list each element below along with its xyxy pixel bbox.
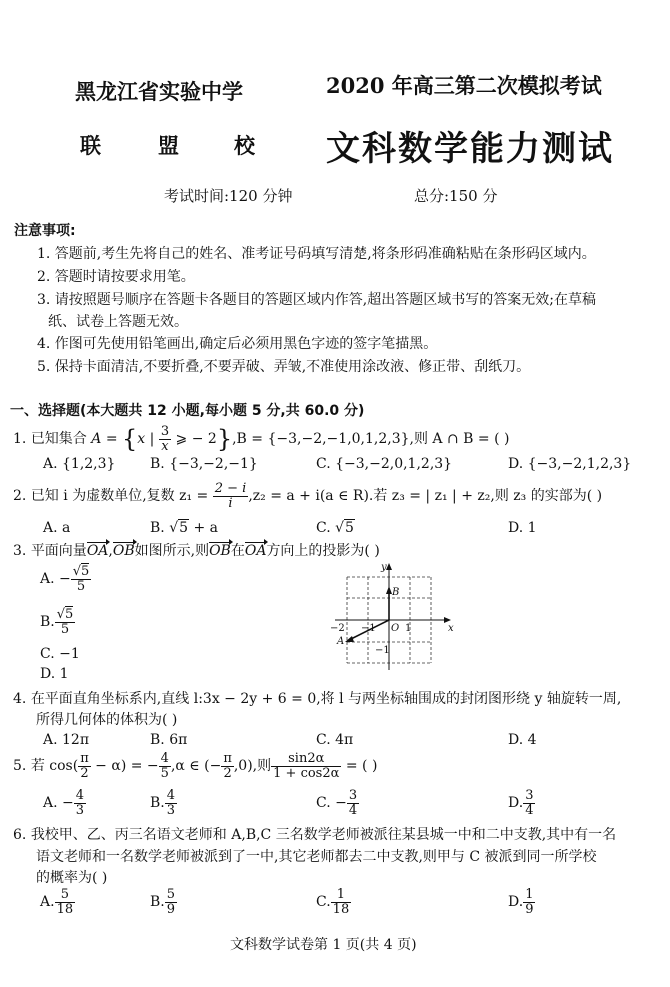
alliance-char-1: 联: [80, 133, 101, 158]
question-number: 2.: [13, 488, 27, 505]
question-text: 已知 i 为虚数单位,复数 z₁ =: [30, 488, 213, 505]
numerator: 4: [160, 751, 169, 766]
denominator: 9: [166, 901, 176, 917]
numerator: sin2α: [271, 752, 341, 767]
question-text: ,0),则: [233, 758, 272, 775]
option-label: D.: [508, 795, 524, 812]
point-label-b: B: [392, 587, 400, 598]
option-label: B.: [150, 894, 165, 911]
question-number: 6.: [13, 827, 27, 843]
question-text: 在平面直角坐标系内,直线 l:3x − 2y + 6 = 0,将 l 与两坐标轴围成的封闭图形绕 y 轴旋转一周,: [30, 691, 622, 707]
vector-graph: [325, 560, 460, 675]
vector-oa: OA: [244, 543, 267, 559]
numerator: 3: [160, 424, 170, 439]
option-b: [150, 789, 177, 817]
question-6-cont-2: 的概率为( ): [36, 870, 108, 886]
radicand: 5: [81, 564, 90, 579]
option-b: B. 6π: [150, 732, 188, 748]
tick-label: 1: [405, 623, 412, 634]
sqrt: √5: [335, 520, 354, 536]
tick-label: −2: [330, 623, 345, 634]
option-a: A. {1,2,3}: [43, 456, 116, 472]
numerator: 1: [525, 887, 534, 902]
option-d: D. 1: [40, 666, 69, 682]
option-label: B.: [150, 795, 165, 812]
denominator: 3: [166, 802, 176, 818]
fraction: [347, 789, 359, 817]
fraction: [74, 789, 86, 817]
notice-item-4: 4. 作图可先使用铅笔画出,确定后必须用黑色字迹的签字笔描黑。: [37, 336, 438, 352]
option-text: + a: [189, 520, 219, 536]
question-number: 3.: [13, 543, 27, 559]
radicand: 5: [65, 607, 74, 622]
axis-label-y: y: [381, 562, 387, 573]
question-text: ,α ∈ (−: [170, 758, 222, 775]
option-label: A. −: [40, 571, 71, 588]
question-text: − α) = −: [90, 758, 159, 775]
option-label: A. −: [43, 795, 74, 812]
notice-item-2: 2. 答题时请按要求用笔。: [37, 269, 195, 285]
numerator: 5: [55, 888, 76, 903]
question-6: [13, 824, 616, 844]
y-axis-arrow: [386, 563, 392, 570]
option-label: A.: [40, 894, 55, 911]
denominator: 5: [60, 621, 70, 637]
denominator: i: [228, 495, 233, 511]
question-text: 如图所示,则: [134, 543, 210, 559]
question-3: [13, 540, 380, 560]
right-brace: }: [216, 425, 233, 454]
question-number: 1.: [13, 431, 27, 448]
option-label: C. −: [316, 795, 347, 812]
school-name: 黑龙江省实验中学: [75, 79, 243, 104]
tick-label: −1: [375, 645, 390, 656]
fraction: [55, 608, 76, 636]
math-var: x: [137, 431, 146, 448]
numerator: π: [223, 751, 232, 766]
option-d: [508, 888, 535, 916]
question-text: 在: [230, 543, 245, 559]
left-brace: {: [122, 425, 138, 454]
option-label: B.: [150, 520, 170, 536]
fraction: [159, 752, 171, 780]
option-c: C. −1: [40, 646, 80, 662]
notice-item-5: 5. 保持卡面清洁,不要折叠,不要弄破、弄皱,不准使用涂改液、修正带、刮纸刀。: [37, 359, 531, 375]
vector-ob: OB: [209, 543, 231, 559]
notice-item-3-cont: 纸、试卷上答题无效。: [48, 314, 188, 330]
question-text: 若 cos(: [30, 758, 79, 775]
point-label-a: A: [337, 636, 345, 647]
numerator: 3: [525, 788, 534, 803]
numerator: π: [80, 751, 89, 766]
paper-title: 文科数学能力测试: [326, 129, 614, 169]
fraction: [213, 482, 249, 510]
numerator: 3: [348, 788, 358, 803]
tick-label: −1: [361, 623, 376, 634]
question-2: [13, 482, 602, 510]
option-d: D. {−3,−2,1,2,3}: [508, 456, 632, 472]
vector-oa-arrow: [345, 636, 354, 642]
question-6-cont-1: 语文老师和一名数学老师被派到了一中,其它老师都去二中支教,则甲与 C 被派到同一所学校: [36, 849, 597, 865]
fraction: [523, 888, 535, 916]
option-a: A. a: [43, 520, 71, 536]
exam-score: 总分:150 分: [414, 187, 498, 205]
fraction: [71, 565, 92, 593]
numerator: √5: [72, 564, 90, 579]
option-c: C. {−3,−2,0,1,2,3}: [316, 456, 453, 472]
alliance-char-2: 盟: [158, 133, 179, 158]
denominator: 18: [332, 901, 350, 917]
fraction: [55, 888, 76, 916]
alliance-char-3: 校: [234, 133, 255, 158]
option-d: [508, 789, 535, 817]
axis-label-x: x: [448, 623, 454, 634]
question-4: [13, 688, 621, 708]
question-text: ,z₂ = a + i(a ∈ R).若 z₃ = | z₁ | + z₂,则 z₃ 的实部为( ): [248, 488, 603, 505]
question-number: 5.: [13, 758, 27, 775]
question-5: [13, 752, 377, 780]
question-text: ,B = {−3,−2,−1,0,1,2,3},则 A ∩ B = ( ): [232, 431, 510, 448]
option-label: C.: [316, 520, 336, 536]
denominator: 9: [525, 901, 534, 917]
denominator: 2: [80, 765, 89, 781]
denominator: 1 + cos2α: [273, 765, 340, 781]
option-a: [40, 565, 91, 593]
numerator: 1: [331, 888, 352, 903]
question-text: 我校甲、乙、丙三名语文老师和 A,B,C 三名数学老师被派往某县城一中和二中支教,其中有一名: [30, 827, 617, 843]
question-4-cont: 所得几何体的体积为( ): [36, 712, 178, 728]
option-a: [40, 888, 75, 916]
vector-oa: OA: [86, 543, 109, 559]
fraction: [165, 789, 177, 817]
option-b: [150, 888, 177, 916]
fraction: [331, 888, 352, 916]
numerator: 2 − i: [214, 481, 247, 496]
question-1: [13, 425, 509, 453]
option-label: C.: [316, 894, 331, 911]
exam-time: 考试时间:120 分钟: [164, 187, 293, 205]
question-text: ,: [108, 543, 113, 559]
section-title: 一、选择题(本大题共 12 小题,每小题 5 分,共 60.0 分): [10, 403, 365, 419]
option-d: D. 1: [508, 520, 537, 536]
fraction: [78, 752, 91, 780]
question-text: 平面向量: [30, 543, 87, 559]
math-text: |: [145, 431, 159, 448]
question-text: 已知集合: [30, 431, 87, 448]
option-c: [316, 520, 355, 536]
option-a: [43, 789, 86, 817]
denominator: 3: [75, 802, 85, 818]
denominator: 2: [223, 765, 232, 781]
math-text: ⩾ − 2: [171, 431, 217, 448]
option-c: C. 4π: [316, 732, 354, 748]
fraction: [159, 425, 171, 453]
vector-ob: OB: [112, 543, 135, 559]
fraction: [523, 789, 535, 817]
denominator: 4: [348, 802, 358, 818]
option-b: [40, 608, 75, 636]
math-text: A =: [91, 431, 123, 448]
denominator: 18: [56, 901, 74, 917]
option-d: D. 4: [508, 732, 537, 748]
denominator: x: [161, 438, 169, 454]
question-text: 方向上的投影为( ): [266, 543, 380, 559]
sqrt: √5: [169, 520, 189, 536]
numerator: 4: [166, 788, 176, 803]
option-label: D.: [508, 894, 524, 911]
option-b: [150, 520, 218, 536]
fraction: [165, 888, 177, 916]
question-number: 4.: [13, 691, 27, 707]
denominator: 5: [76, 578, 86, 594]
fraction: [271, 752, 341, 780]
question-text: = ( ): [341, 758, 378, 775]
notice-title: 注意事项:: [14, 223, 76, 239]
denominator: 5: [160, 765, 169, 781]
radicand: 5: [345, 520, 354, 536]
notice-item-3: 3. 请按照题号顺序在答题卡各题目的答题区域内作答,超出答题区域书写的答案无效;在草稿: [37, 292, 596, 308]
numerator: 5: [166, 887, 176, 902]
option-label: B.: [40, 614, 55, 631]
origin-label: O: [391, 623, 400, 634]
denominator: 4: [525, 802, 534, 818]
notice-item-1: 1. 答题前,考生先将自己的姓名、准考证号码填写清楚,将条形码准确粘贴在条形码区域内。: [37, 246, 596, 262]
fraction: [221, 752, 234, 780]
option-c: [316, 789, 359, 817]
option-b: B. {−3,−2,−1}: [150, 456, 258, 472]
numerator: √5: [56, 607, 74, 622]
numerator: 4: [75, 788, 85, 803]
option-a: A. 12π: [43, 732, 90, 748]
option-c: [316, 888, 351, 916]
exam-name: 2020 年高三第二次模拟考试: [326, 73, 602, 98]
page-footer: 文科数学试卷第 1 页(共 4 页): [230, 937, 417, 953]
radicand: 5: [179, 520, 189, 536]
